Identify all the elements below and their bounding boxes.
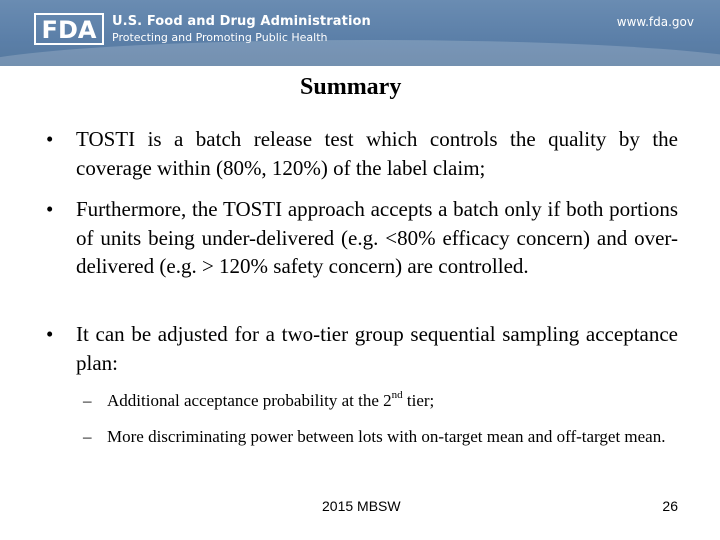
org-tagline: Protecting and Promoting Public Health (112, 31, 328, 44)
bullet-item (46, 125, 678, 182)
ordinal-superscript: nd (391, 389, 403, 402)
sub-bullet-text (107, 389, 683, 413)
bullet-marker: • (46, 322, 54, 346)
website-url: www.fda.gov (616, 15, 694, 29)
bullet-marker: • (46, 197, 54, 221)
sub-bullet-item (83, 425, 683, 449)
sub-bullet-text-main: Additional acceptance probability at the 2 (107, 391, 392, 410)
bullet-text: TOSTI is a batch release test which controls the quality by the coverage within (80%, 120%) of the label claim; (76, 127, 678, 180)
org-name: U.S. Food and Drug Administration (112, 14, 371, 29)
fda-logo-text: FDA (41, 16, 97, 44)
page-number: 26 (662, 498, 678, 514)
bullet-item (46, 320, 678, 377)
sub-bullet-marker: – (83, 391, 92, 410)
sub-bullet-text-end: tier; (402, 391, 435, 410)
footer-label: 2015 MBSW (322, 498, 401, 514)
sub-bullet-marker: – (83, 427, 92, 446)
sub-bullet-text: More discriminating power between lots with on-target mean and off-target mean. (107, 427, 666, 446)
bullet-marker: • (46, 127, 54, 151)
sub-bullet-item (83, 389, 683, 413)
slide-title: Summary (300, 74, 402, 100)
bullet-item (46, 195, 678, 281)
bullet-text: Furthermore, the TOSTI approach accepts a batch only if both portions of units being under-delivered (e.g. <80% efficacy concern) and over-delivered (e.g. > 120% safety concern) are controlled. (76, 197, 678, 278)
bullet-text: It can be adjusted for a two-tier group sequential sampling acceptance plan: (76, 322, 678, 375)
